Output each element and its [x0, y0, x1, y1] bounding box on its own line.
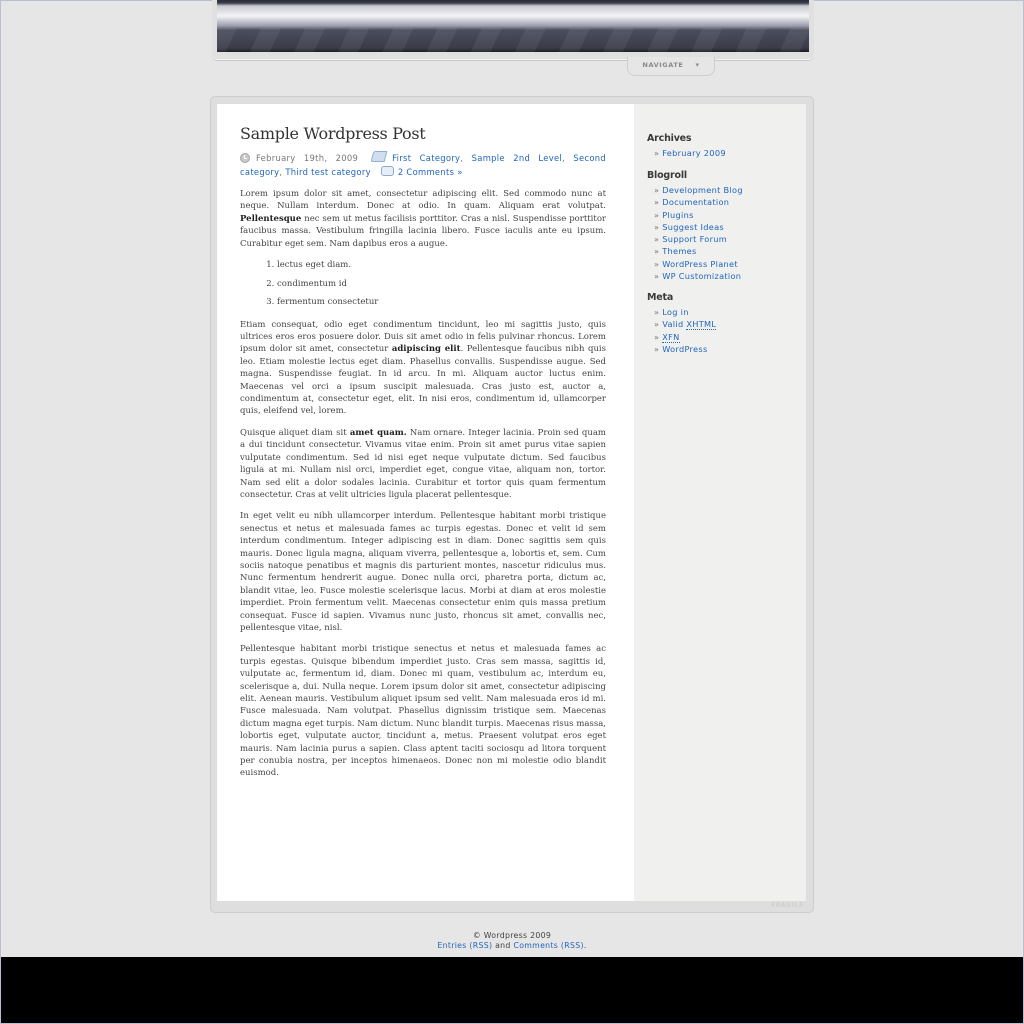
blogroll-link[interactable]: » Suggest Ideas	[654, 221, 797, 233]
blogroll-link[interactable]: » Support Forum	[654, 233, 797, 245]
blogroll-link[interactable]: » WP Customization	[654, 270, 797, 282]
comments-link[interactable]: 2 Comments »	[397, 166, 463, 177]
clock-icon	[240, 153, 250, 163]
bold-text: adipiscing elit	[391, 344, 461, 355]
empty-region	[1, 957, 1023, 1023]
paragraph: Pellentesque habitant morbi tristique senectus et netus et malesuada fames ac turpis egestas. Quisque bibendum imperdiet justo. Cras sem massa, sagittis id, vulputate ac, fermentum id, diam. Donec mi quam, vestibulum ac, interdum eu, scelerisque a, dui. Nulla neque. Lorem ipsum dolor sit amet, consectetur adipiscing elit. Aenean mauris. Vestibulum aliquet ipsum sed velit. Nam malesuada eros id mi. Fusce malesuada. Nam volutpat. Phasellus dignissim tristique sem. Maecenas dictum magna eget turpis. Nam dictum. Nunc blandit turpis. Maecenas risus massa, lobortis eget, vulputate auctor, tincidunt a, metus. Praesent volutpat eros eget mauris. Nam lacinia purus a sapien. Class aptent taciti sociosqu ad litora torquent per conubia nostra, per inceptos himenaeos. Donec non mi molestie odio blandit euismod.	[240, 644, 606, 779]
widget-title: Blogroll	[647, 170, 687, 181]
comments-rss-link[interactable]: Comments (RSS)	[513, 941, 584, 950]
comment-icon	[381, 166, 394, 176]
category-link[interactable]: Third test category	[285, 166, 371, 177]
category-link[interactable]: Sample 2nd Level	[471, 153, 563, 163]
paragraph: Lorem ipsum dolor sit amet, consectetur adipiscing elit. Sed commodo nunc at neque. Nullam interdum. Donec at odio. In quam. Aliquam erat volutpat. Pellentesque nec sem ut metus facilisis porttitor. Cras a nisl. Suspendisse porttitor faucibus massa. Vestibulum fringilla lacinia libero. Fusce iaculis ante eu ipsum. Curabitur eget sem. Nam dapibus eros a augue.	[240, 189, 606, 249]
archives-widget	[647, 133, 797, 159]
list-item: 3. fermentum consectetur	[277, 296, 606, 308]
valid-xhtml-link[interactable]: » Valid XHTML	[654, 318, 797, 330]
entries-rss-link[interactable]: Entries (RSS)	[437, 941, 493, 950]
blogroll-link[interactable]: » WordPress Planet	[654, 258, 797, 270]
fragile-label: FRAGILE	[771, 902, 804, 909]
blogroll-link[interactable]: » Themes	[654, 245, 797, 257]
navigate-label: NAVIGATE	[642, 61, 684, 69]
widget-title: Archives	[647, 133, 692, 144]
blogroll-link[interactable]: » Development Blog	[654, 184, 797, 196]
login-link[interactable]: » Log in	[654, 306, 797, 318]
category-link[interactable]: First Category	[392, 153, 461, 163]
copyright-text: © Wordpress 2009	[472, 931, 552, 940]
bold-text: amet quam.	[349, 427, 407, 438]
paragraph: Etiam consequat, odio eget condimentum tincidunt, leo mi sagittis justo, quis ultrices eros eros posuere dolor. Duis sit amet odio in felis pulvinar rhoncus. Lorem ipsum dolor sit amet, consectetur adipiscing elit. Pellentesque faucibus nibh quis leo. Etiam molestie lectus eget diam. Phasellus convallis. Suspendisse augue. Sed magna. Suspendisse feugiat. In id arcu. In mi. Aliquam auctor luctus enim. Maecenas vel orci a ipsum suscipit malesuada. Cras justo est, auctor a, condimentum at, consectetur eget, elit. In nisi eros, condimentum id, ullamcorper quis, eleifend vel, lorem.	[240, 319, 606, 417]
post-title[interactable]: Sample Wordpress Post	[240, 124, 426, 143]
header-banner[interactable]	[217, 0, 809, 52]
post-meta: February 19th, 2009 First Category, Sample 2nd Level, Second category, Third test category 2 Comments »	[240, 153, 606, 177]
archive-link[interactable]: » February 2009	[654, 147, 797, 159]
site-header	[212, 0, 814, 60]
paragraph: In eget velit eu nibh ullamcorper interdum. Pellentesque habitant morbi tristique senectus et netus et malesuada fames ac turpis egestas. Donec et velit id sem interdum condimentum. Integer adipiscing est in diam. Donec sagittis sem quis mauris. Donec ligula magna, aliquam viverra, pellentesque a, lobortis et, sem. Cum sociis natoque penatibus et magnis dis parturient montes, nascetur ridiculus mus. Nunc fermentum hendrerit augue. Donec nulla orci, pharetra porta, dictum ac, blandit vitae, leo. Fusce molestie scelerisque lacus. Morbi at diam at eros molestie imperdiet. Proin fermentum velit. Maecenas consectetur enim quis massa pretium consequat. Fusce id sapien. Vivamus nunc justo, rhoncus sit amet, convallis nec, pellentesque vitae, nisl.	[240, 511, 606, 633]
meta-widget	[647, 292, 797, 355]
bold-text: Pellentesque	[240, 213, 302, 224]
paragraph: Quisque aliquet diam sit amet quam. Nam ornare. Integer lacinia. Proin sed quam a dui tincidunt consectetur. Vivamus vitae enim. Proin sit amet purus vitae sapien vulputate condimentum. Sed id nisi eget neque vulputate dictum. Sed faucibus ligula at mi. Nullam nisl orci, imperdiet eget, congue vitae, aliquam non, tortor. Nam sed elit a dolor sodales lacinia. Curabitur et tortor quis quam fermentum consectetur. Cras at velit ultricies ligula placerat pellentesque.	[240, 427, 606, 500]
tag-icon	[371, 151, 388, 162]
list-item: 2. condimentum id	[277, 278, 606, 290]
widget-title: Meta	[647, 292, 674, 303]
blogroll-link[interactable]: » Documentation	[654, 196, 797, 208]
xfn-link[interactable]: » XFN	[654, 331, 797, 343]
post-body	[240, 188, 606, 789]
wordpress-link[interactable]: » WordPress	[654, 343, 797, 355]
navigate-tab[interactable]	[627, 57, 715, 76]
chevron-down-icon: ▾	[695, 61, 700, 69]
post-date: February 19th, 2009	[256, 153, 359, 163]
category-link[interactable]: Second category	[240, 153, 606, 177]
site-footer: © Wordpress 2009 Entries (RSS) and Comments (RSS).	[212, 931, 812, 951]
list-item: 1. lectus eget diam.	[277, 259, 606, 271]
ordered-list	[240, 259, 606, 309]
blogroll-link[interactable]: » Plugins	[654, 209, 797, 221]
blogroll-widget	[647, 170, 797, 282]
xhtml-abbr: XHTML	[686, 319, 717, 330]
